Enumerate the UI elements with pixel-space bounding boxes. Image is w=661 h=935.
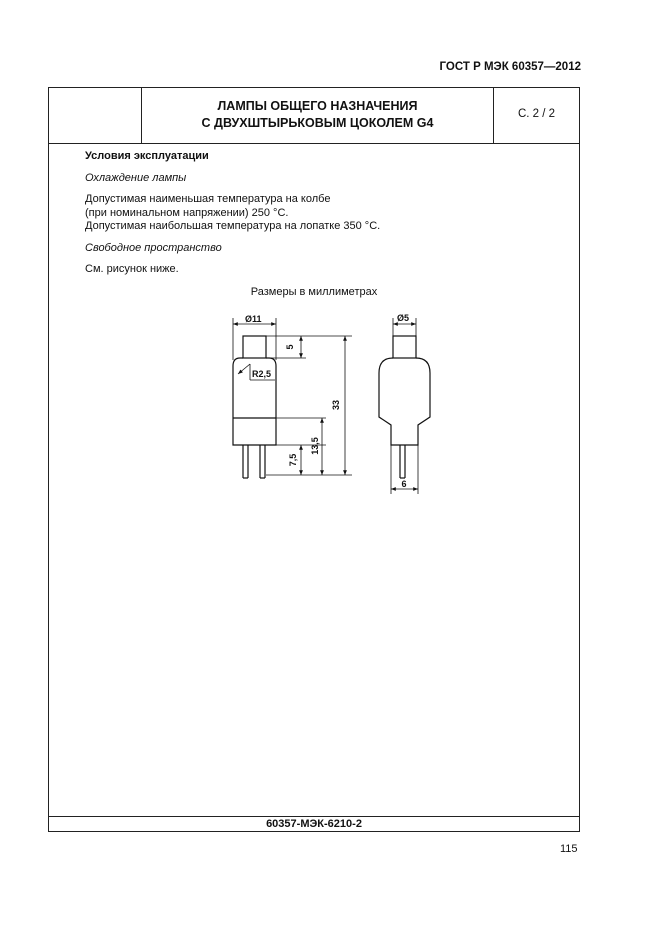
dim-base: 13,5	[310, 437, 320, 455]
front-view-dimensions	[233, 318, 352, 475]
lamp-bulb-outline	[379, 358, 430, 445]
sheet-number: С. 2 / 2	[517, 108, 556, 120]
sheet-title-line1: ЛАМПЫ ОБЩЕГО НАЗНАЧЕНИЯ	[217, 99, 418, 113]
radius-leader	[238, 364, 250, 374]
dim-pins: 7,5	[288, 453, 298, 467]
page-number: 115	[560, 843, 578, 855]
see-figure-text: См. рисунок ниже.	[85, 263, 179, 275]
dim-total-height: 33	[331, 399, 341, 411]
dim-width-large: Ø11	[245, 314, 262, 324]
lamp-front-view	[233, 336, 276, 478]
dim-width-small: Ø5	[397, 313, 410, 323]
dim-top: 5	[285, 344, 295, 350]
max-temp-line: Допустимая наибольшая температура на лопатке 350 °С.	[85, 220, 381, 232]
lamp-side-view	[379, 336, 430, 478]
dimensions-note: Размеры в миллиметрах	[250, 286, 378, 298]
footer-code: 60357-МЭК-6210-2	[49, 816, 579, 831]
lamp-top-tip	[393, 336, 416, 358]
lamp-top-tip	[243, 336, 266, 358]
free-space-heading: Свободное пространство	[85, 241, 222, 254]
sheet-title-line2: С ДВУХШТЫРЬКОВЫМ ЦОКОЛЕМ G4	[201, 116, 434, 130]
cooling-heading: Охлаждение лампы	[85, 171, 187, 184]
min-temp-line2: (при номинальном напряжении) 250 °С.	[85, 206, 289, 219]
min-temp-line1: Допустимая наименьшая температура на колбе	[85, 193, 331, 205]
dim-pin-spacing: 6	[401, 479, 407, 489]
dim-radius: R2,5	[252, 369, 272, 379]
standard-code: ГОСТ Р МЭК 60357—2012	[439, 61, 581, 73]
section-heading: Условия эксплуатации	[85, 150, 209, 162]
